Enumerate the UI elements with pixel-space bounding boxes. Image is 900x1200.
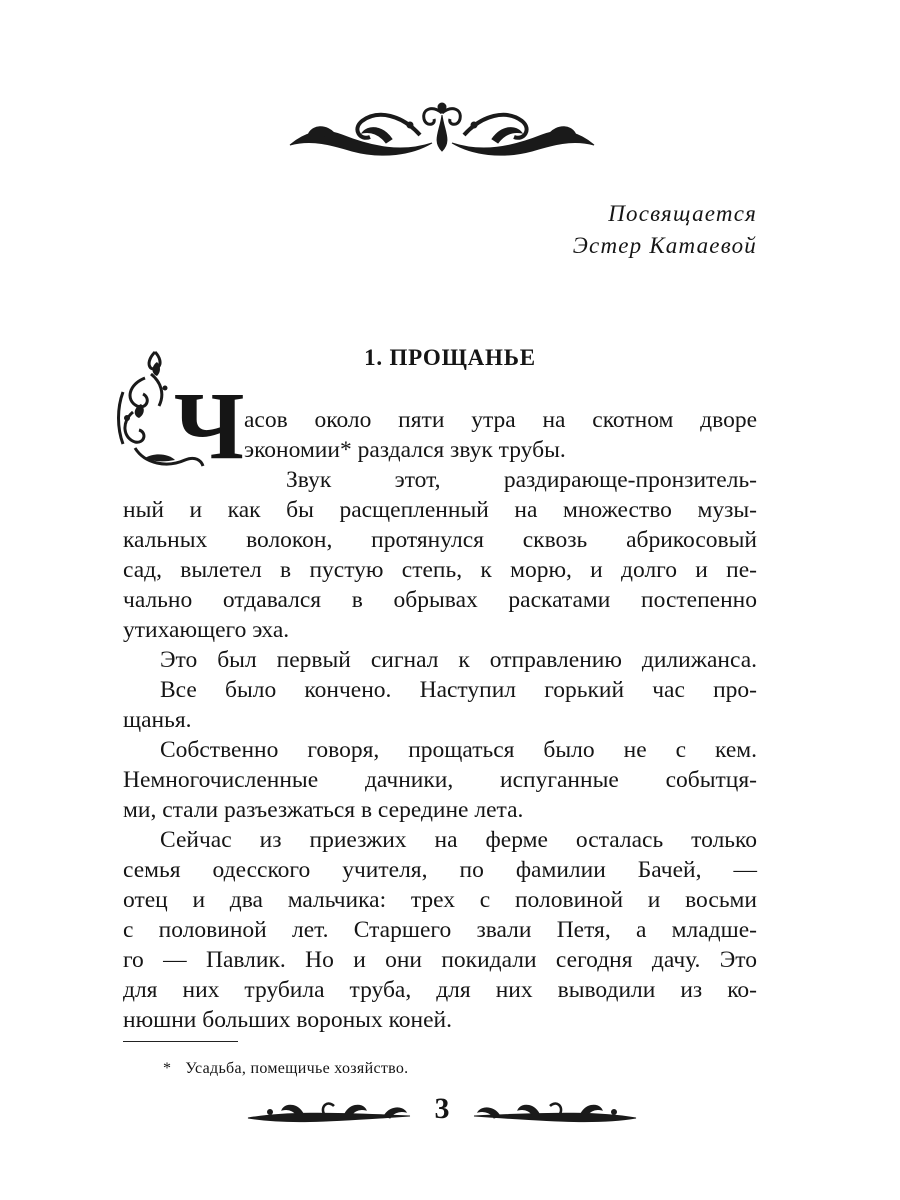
footnote-separator: [123, 1041, 238, 1042]
text-line: экономии* раздался звук трубы.: [244, 437, 566, 463]
text-line: утихающего эха.: [123, 617, 290, 643]
text-line: Собственно говоря, прощаться было не с кем.: [160, 737, 757, 763]
chapter-title: 1. ПРОЩАНЬЕ: [364, 345, 536, 370]
text-line: щанья.: [123, 707, 192, 733]
page-number: 3: [434, 1092, 450, 1125]
text-line: семья одесского учителя, по фамилии Бачей, —: [123, 857, 757, 883]
text-line: Немногочисленные дачники, испуганные событця-: [123, 767, 757, 793]
text-line: Сейчас из приезжих на ферме осталась только: [160, 827, 757, 853]
bottom-ornament-left: [244, 1098, 414, 1132]
footnote: [163, 1060, 408, 1078]
text-line: нюшни больших вороных коней.: [123, 1007, 452, 1033]
text-line: отец и два мальчика: трех с половиной и восьми: [123, 887, 757, 913]
text-line: с половиной лет. Старшего звали Петя, а младше-: [123, 917, 757, 943]
text-line: Все было кончено. Наступил горький час про-: [160, 677, 757, 703]
dedication-line-1: Посвящается: [608, 201, 757, 226]
text-line: сад, вылетел в пустую степь, к морю, и долго и пе-: [123, 557, 757, 583]
text-line: асов около пяти утра на скотном дворе: [244, 407, 757, 433]
footnote-mark: *: [163, 1060, 172, 1077]
text-line: Звук этот, раздирающе-пронзитель-: [286, 467, 757, 493]
dedication-line-2: Эстер Катаевой: [572, 233, 757, 258]
text-line: чально отдавался в обрывах раскатами постепенно: [123, 587, 757, 613]
text-line: для них трубила труба, для них выводили из ко-: [123, 977, 757, 1003]
text-line: ный и как бы расщепленный на множество музы-: [123, 497, 757, 523]
drop-cap-letter: Ч: [174, 372, 245, 479]
footnote-text: Усадьба, помещичье хозяйство.: [185, 1060, 409, 1077]
text-line: Это был первый сигнал к отправлению дилижанса.: [160, 647, 757, 673]
bottom-ornament-right: [470, 1098, 640, 1132]
text-line: го — Павлик. Но и они покидали сегодня дачу. Это: [123, 947, 757, 973]
text-line: ми, стали разъезжаться в середине лета.: [123, 797, 524, 823]
text-line: кальных волокон, протянулся сквозь абрикосовый: [123, 527, 757, 553]
